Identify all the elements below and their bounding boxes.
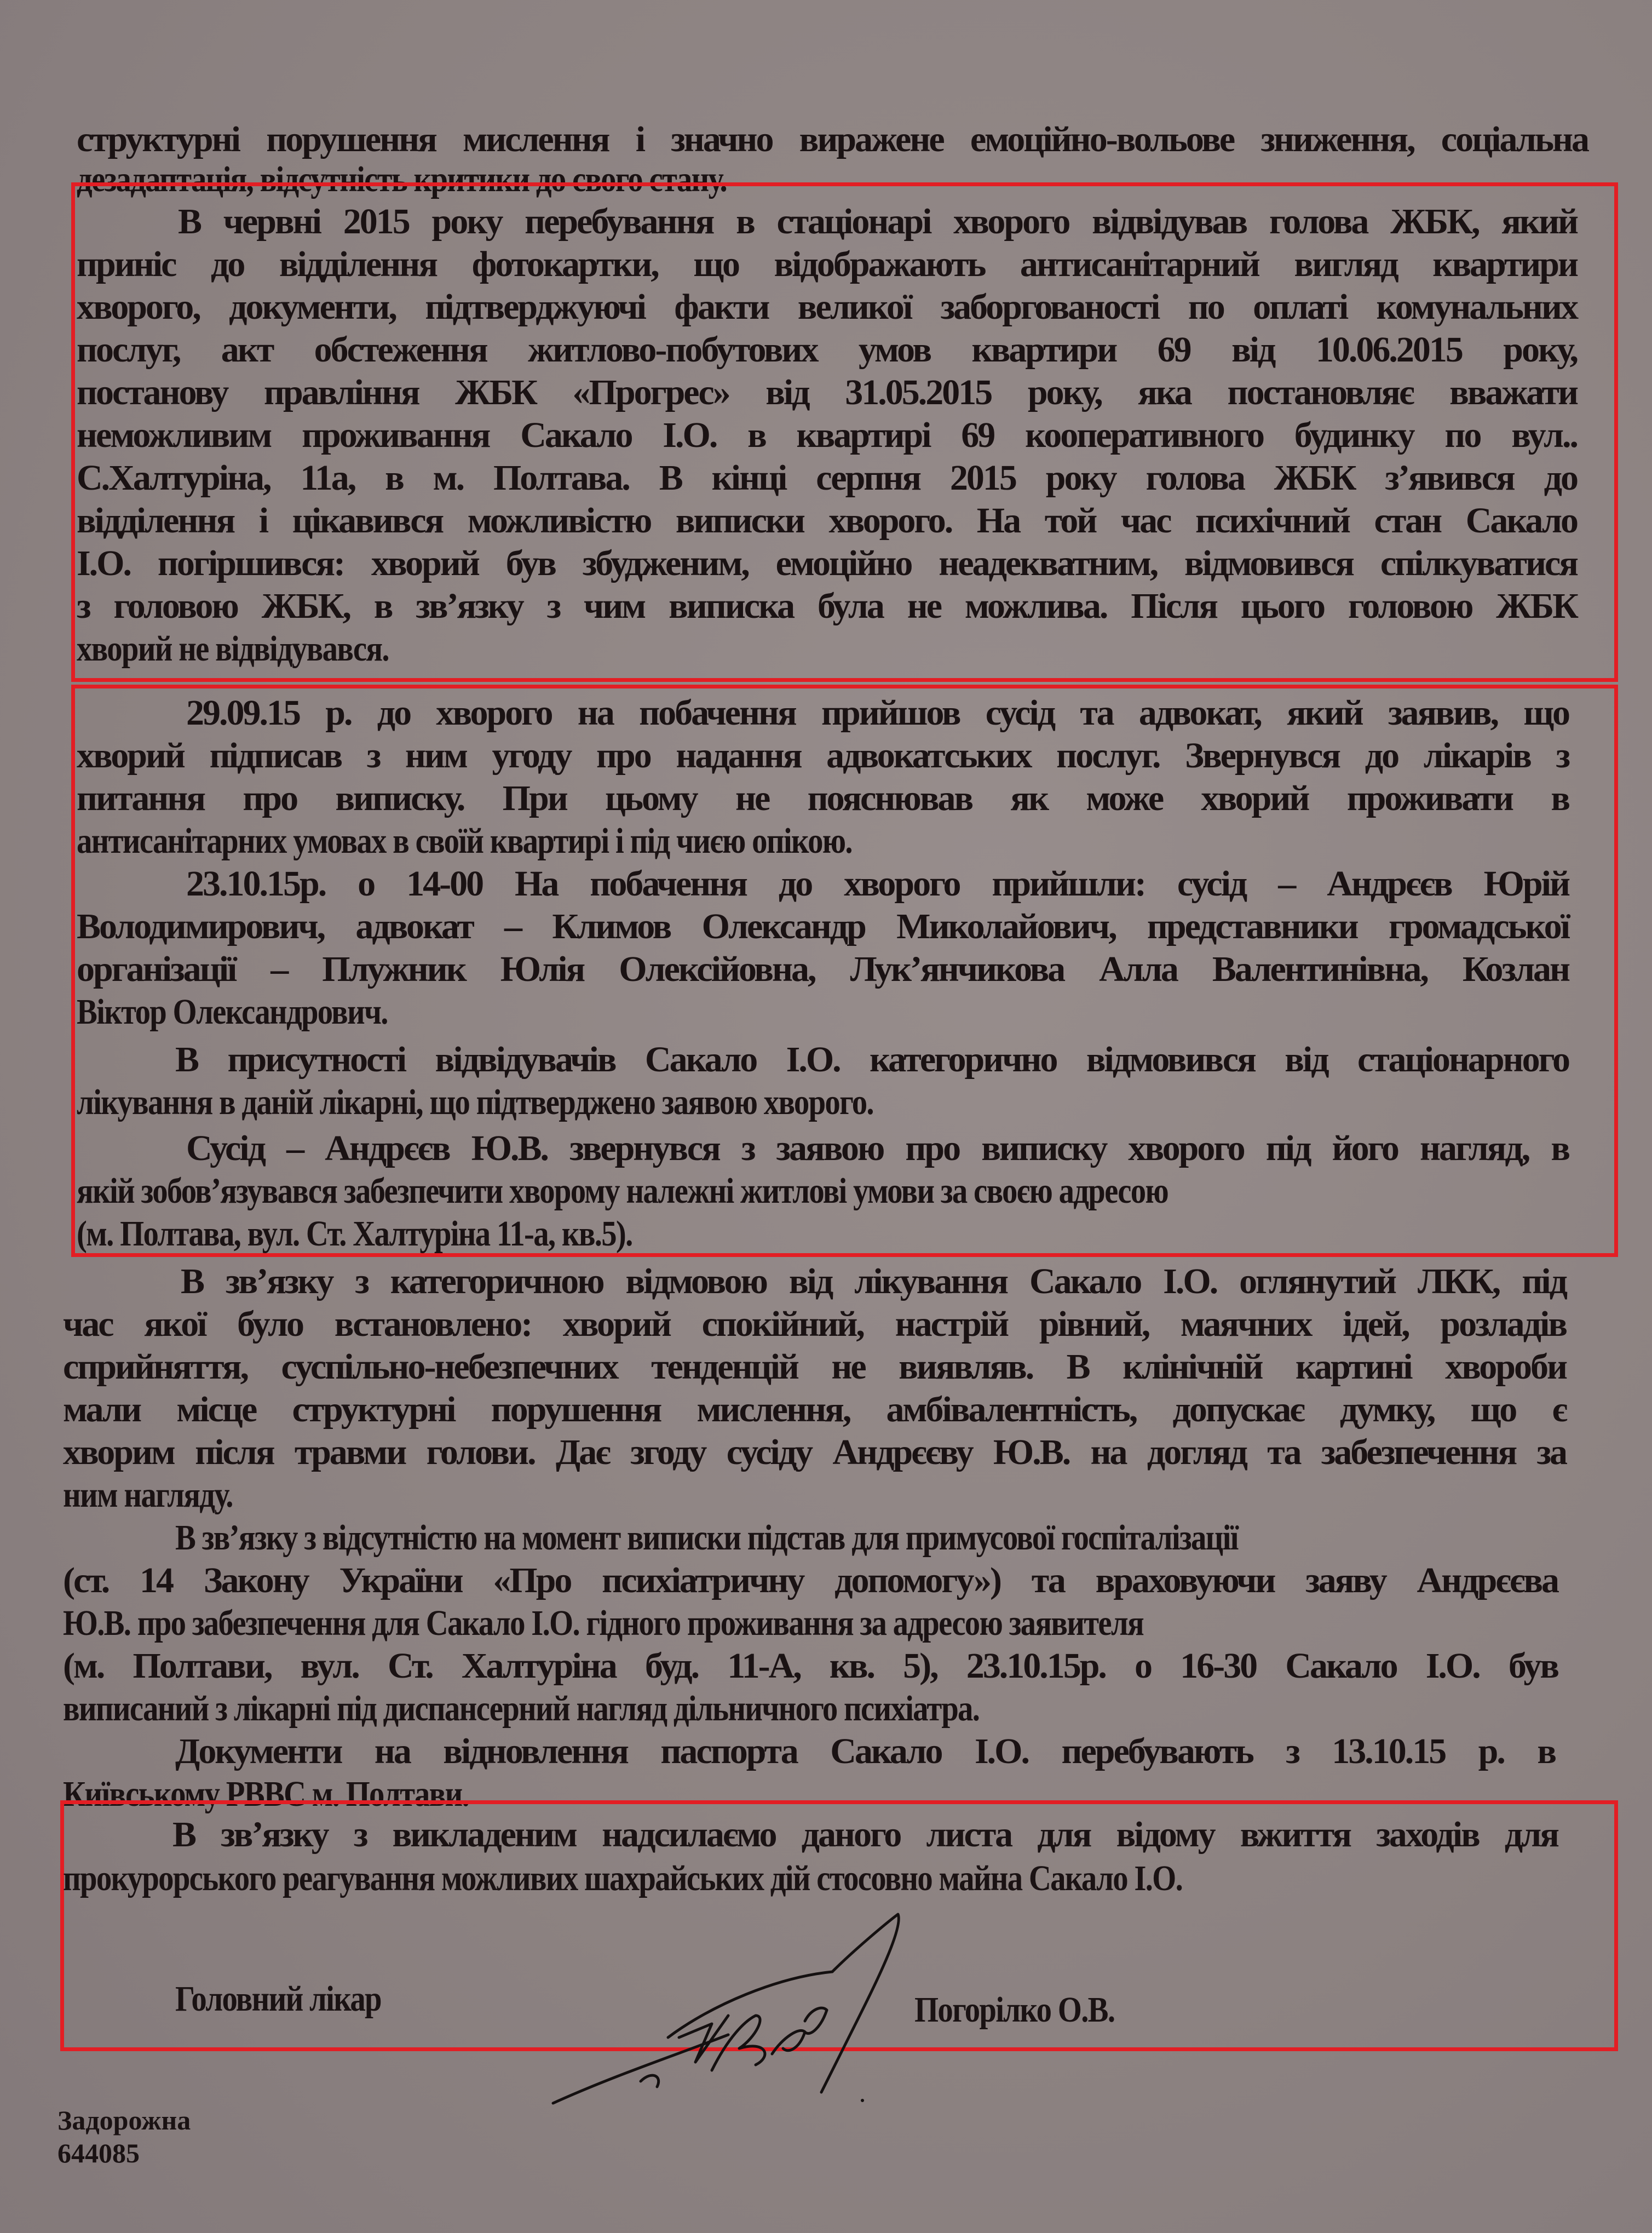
text-line: антисанітарних умовах в своїй квартирі і під чиєю опікою. [77, 821, 852, 861]
text-line: (м. Полтави, вул. Ст. Халтуріна буд. 11-А, кв. 5), 23.10.15р. о 16-30 Сакало І.О. був [63, 1646, 1558, 1686]
text-line: організації – Плужник Юлія Олексійовна, Лук’янчикова Алла Валентинівна, Козлан [77, 949, 1569, 989]
text-line: якій зобов’язувався забезпечити хворому належні житлові умови за своєю адресою [77, 1171, 1169, 1211]
executor-name: Задорожна [57, 2105, 191, 2136]
text-line: неможливим проживання Сакало І.О. в квартирі 69 кооперативного будинку по вул.. [77, 415, 1577, 455]
text-line: Віктор Олександрович. [77, 992, 388, 1032]
text-line: виписаний з лікарні під диспансерний нагляд дільничного психіатра. [63, 1689, 980, 1729]
text-line: постанову правління ЖБК «Прогрес» від 31.05.2015 року, яка постановляє вважати [77, 372, 1577, 412]
text-line: відділення і цікавився можливістю виписки хворого. На той час психічний стан Сакало [77, 501, 1577, 541]
text-line: хворий підписав з ним угоду про надання адвокатських послуг. Звернувся до лікарів з [77, 736, 1569, 776]
text-line: С.Халтуріна, 11а, в м. Полтава. В кінці серпня 2015 року голова ЖБК з’явився до [77, 458, 1577, 498]
text-line: (ст. 14 Закону України «Про психіатричну допомогу») та враховуючи заяву Андрєєва [63, 1560, 1558, 1600]
text-line: Київському РВВС м. Полтави. [63, 1774, 469, 1814]
text-line: з головою ЖБК, в зв’язку з чим виписка була не можлива. Після цього головою ЖБК [77, 586, 1577, 626]
intro-line: дезадаптація, відсутність критики до свого стану. [77, 159, 727, 199]
text-line: питання про виписку. При цьому не пояснював як може хворий проживати в [77, 778, 1569, 818]
handwritten-signature-icon [548, 1911, 931, 2109]
text-line: приніс до відділення фотокартки, що відображають антисанітарний вигляд квартири [77, 244, 1577, 284]
text-line: сприйняття, суспільно-небезпечних тенденцій не виявляв. В клінічній картині хвороби [63, 1347, 1566, 1387]
text-line: хворим після травми голови. Дає згоду сусіду Андрєєву Ю.В. на догляд та забезпечення за [63, 1432, 1566, 1472]
signatory-title: Головний лікар [175, 1979, 381, 2019]
text-line: ним нагляду. [63, 1475, 233, 1515]
text-line: В зв’язку з категоричною відмовою від лікування Сакало І.О. оглянутий ЛКК, під [181, 1261, 1566, 1301]
text-line: хворого, документи, підтверджуючі факти великої заборгованості по оплаті комунальних [77, 287, 1577, 327]
text-line: лікування в даній лікарні, що підтверджено заявою хворого. [77, 1082, 873, 1122]
text-line: (м. Полтава, вул. Ст. Халтуріна 11-а, кв.5). [77, 1214, 632, 1254]
text-line: І.О. погіршився: хворий був збудженим, емоційно неадекватним, відмовився спілкуватися [77, 543, 1577, 583]
text-line: Сусід – Андрєєв Ю.В. звернувся з заявою про виписку хворого під його нагляд, в [186, 1128, 1569, 1168]
text-line: 23.10.15р. о 14-00 На побачення до хворого прийшли: сусід – Андрєєв Юрій [186, 864, 1569, 904]
text-line: послуг, акт обстеження житлово-побутових умов квартири 69 від 10.06.2015 року, [77, 330, 1577, 370]
intro-line: структурні порушення мислення і значно виражене емоційно-вольове зниження, соціальна [77, 119, 1588, 159]
text-line: В зв’язку з викладеним надсилаємо даного листа для відому вжиття заходів для [172, 1815, 1558, 1855]
executor-phone: 644085 [57, 2138, 140, 2168]
text-line: час якої було встановлено: хворий спокійний, настрій рівний, маячних ідей, розладів [63, 1304, 1566, 1344]
text-line: прокурорського реагування можливих шахрайських дій стосовно майна Сакало І.О. [63, 1858, 1183, 1898]
text-line: хворий не відвідувався. [77, 629, 389, 669]
text-line: Володимирович, адвокат – Климов Олександр Миколайович, представники громадської [77, 906, 1569, 946]
text-line: В зв’язку з відсутністю на момент виписки підстав для примусової госпіталізації [175, 1518, 1238, 1558]
text-line: мали місце структурні порушення мислення, амбівалентність, допускає думку, що є [63, 1390, 1566, 1430]
text-line: Документи на відновлення паспорта Сакало І.О. перебувають з 13.10.15 р. в [175, 1731, 1555, 1771]
signatory-name: Погорілко О.В. [914, 1990, 1115, 2030]
text-line: В червні 2015 року перебування в стаціонарі хворого відвідував голова ЖБК, який [178, 202, 1577, 242]
text-line: 29.09.15 р. до хворого на побачення прийшов сусід та адвокат, який заявив, що [186, 693, 1569, 733]
text-line: Ю.В. про забезпечення для Сакало І.О. гідного проживання за адресою заявителя [63, 1603, 1143, 1643]
text-line: В присутності відвідувачів Сакало І.О. категорично відмовився від стаціонарного [175, 1040, 1569, 1080]
